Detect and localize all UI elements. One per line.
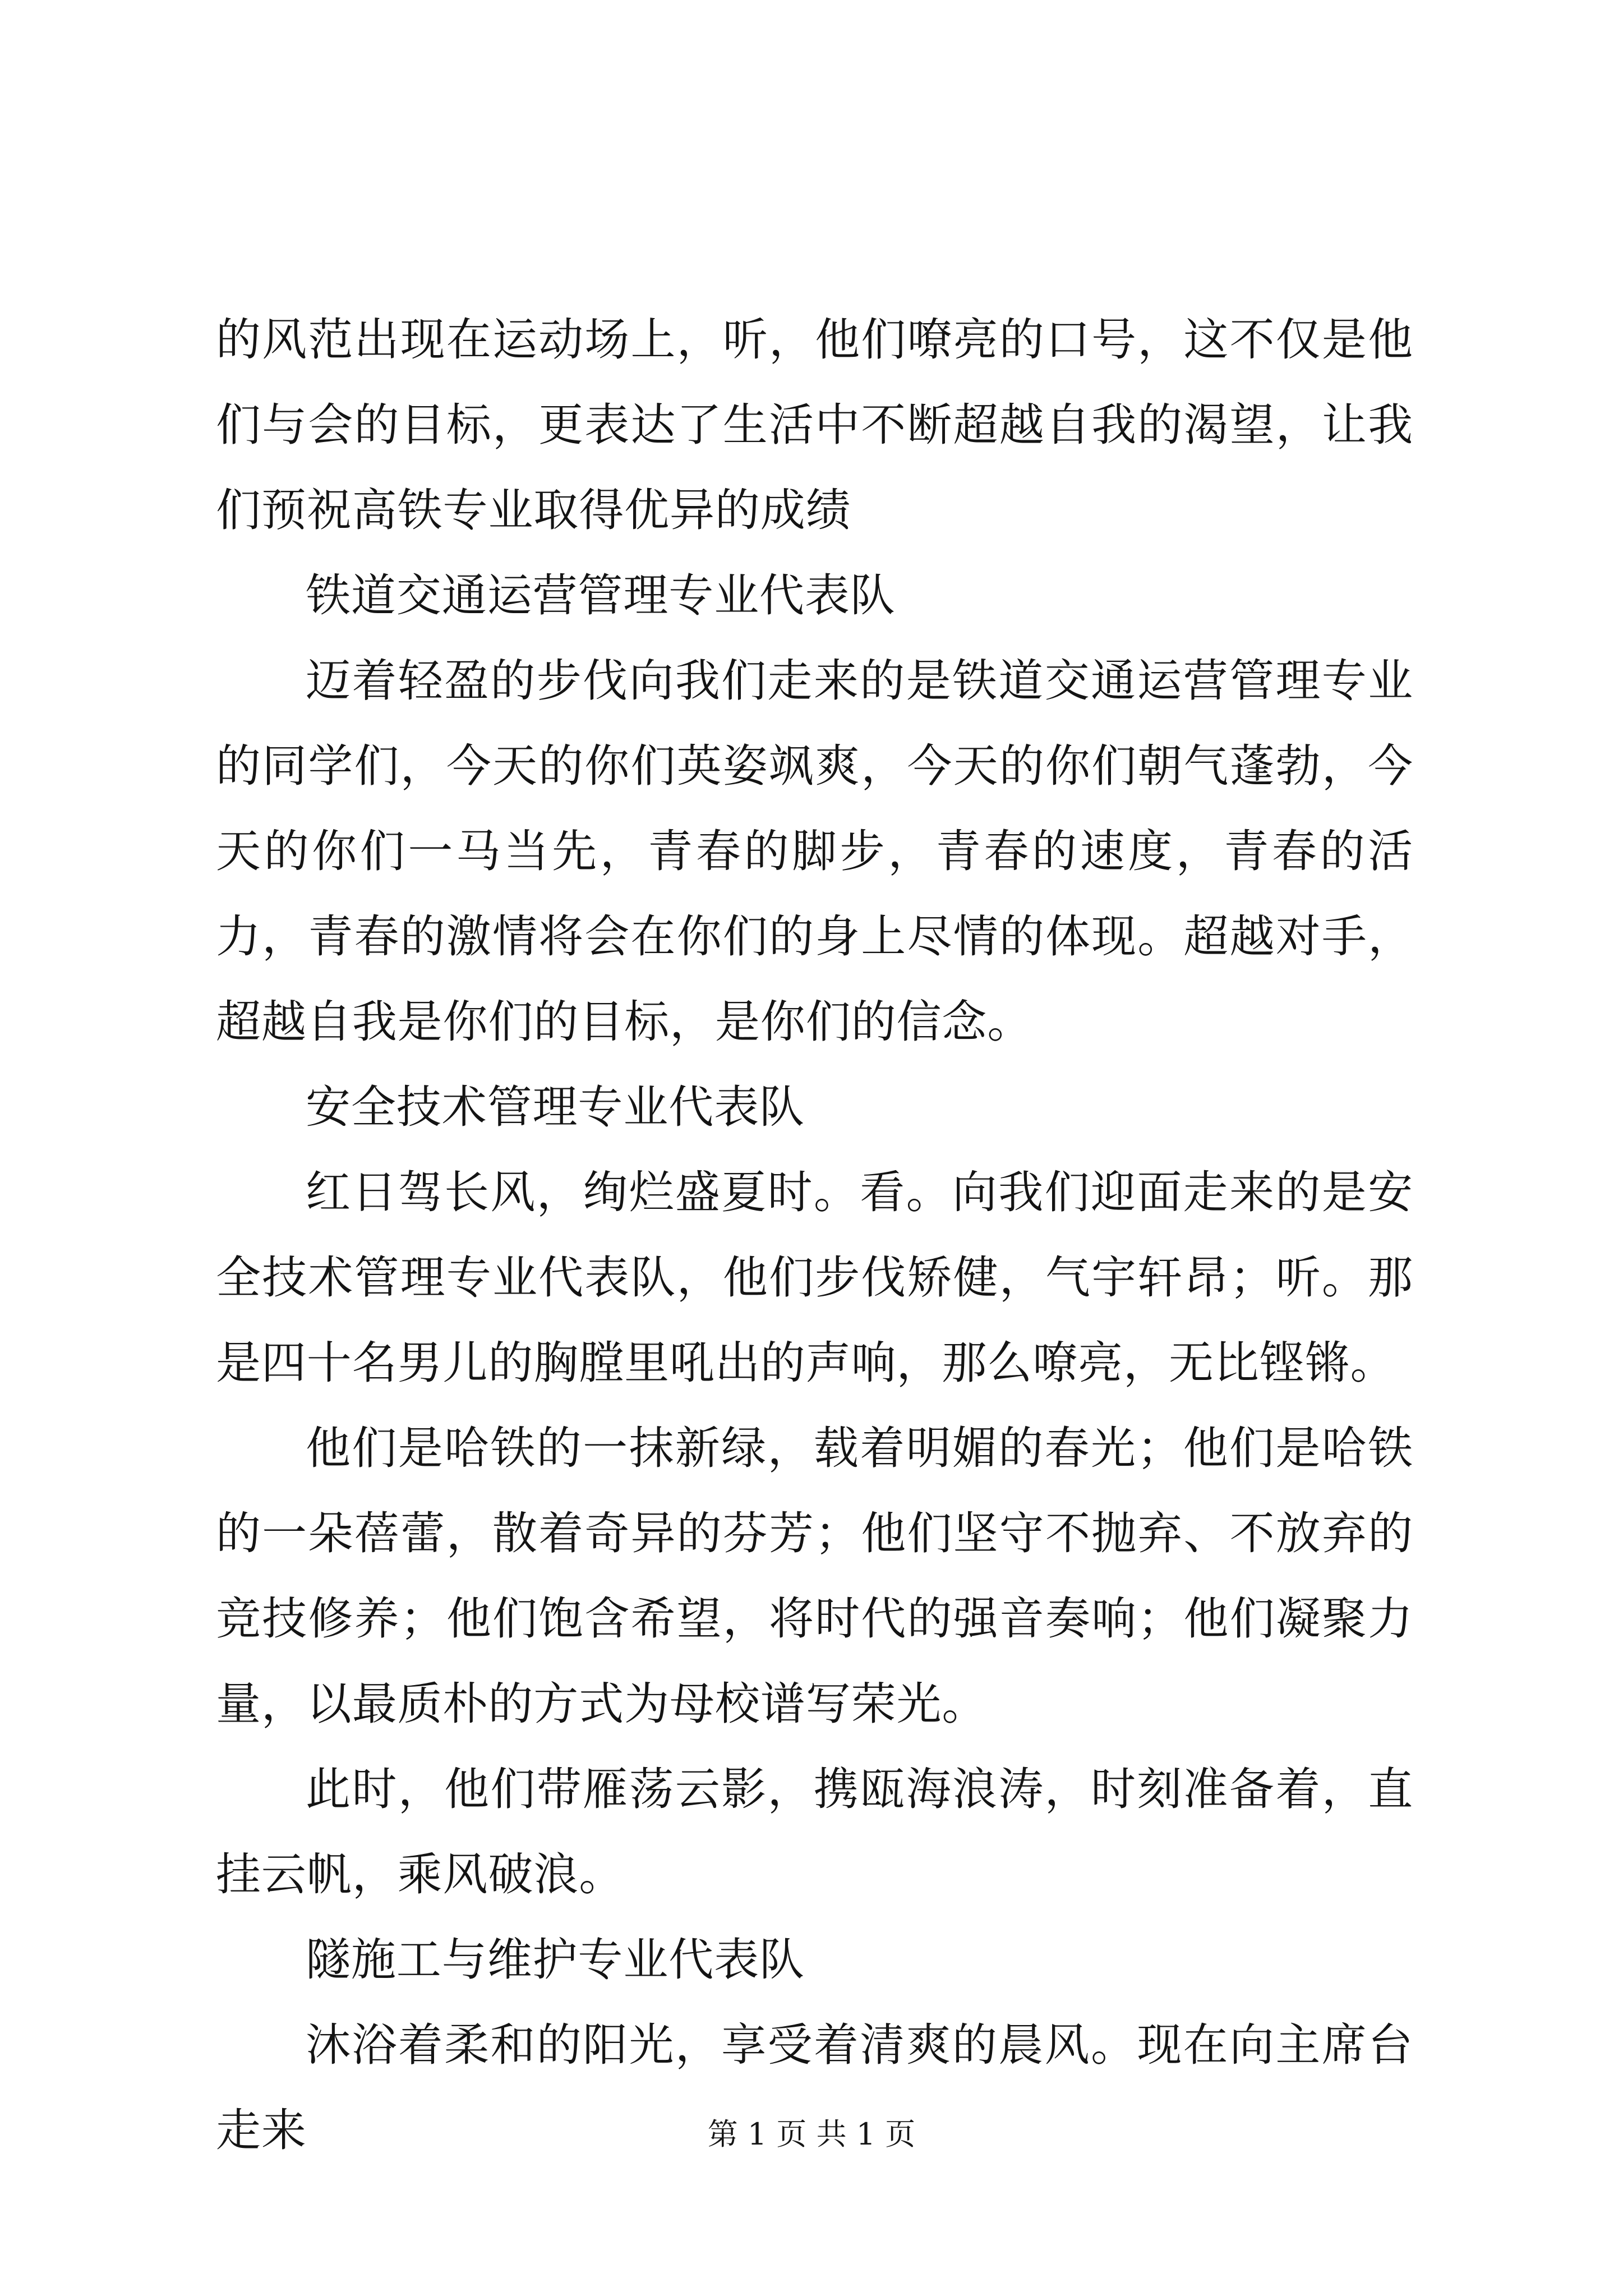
paragraph-safety-management-team-1: 红日驾长风，绚烂盛夏时。看。向我们迎面走来的是安全技术管理专业代表队，他们步伐矫健，气宇轩昂；听。那是四十名男儿的胸膛里吼出的声响，那么嘹亮，无比铿锵。 (216, 1166, 1413, 1389)
body-text (216, 297, 1413, 2173)
paragraph-safety-management-team-3: 此时，他们带雁荡云影，携瓯海浪涛，时刻准备着，直挂云帆，乘风破浪。 (216, 1763, 1413, 1901)
heading-tunnel-construction-team: 隧施工与维护专业代表队 (306, 1934, 805, 1986)
heading-safety-management-team: 安全技术管理专业代表队 (306, 1081, 805, 1133)
paragraph-tunnel-construction-team: 沐浴着柔和的阳光，享受着清爽的晨风。现在向主席台走来 (216, 2019, 1413, 2156)
heading-railway-operation-team: 铁道交通运营管理专业代表队 (306, 569, 896, 622)
paragraph-continuation: 的风范出现在运动场上，听，他们嘹亮的口号，这不仅是他们与会的目标，更表达了生活中不断超越自我的渴望，让我们预祝高铁专业取得优异的成绩 (216, 314, 1413, 536)
page-footer: 第 1 页 共 1 页 (707, 2116, 916, 2152)
paragraph-railway-operation-team: 迈着轻盈的步伐向我们走来的是铁道交通运营管理专业的同学们，今天的你们英姿飒爽，今天的你们朝气蓬勃，今天的你们一马当先，青春的脚步，青春的速度，青春的活力，青春的激情将会在你们的身上尽情的体现。超越对手，超越自我是你们的目标，是你们的信念。 (216, 655, 1413, 1048)
paragraph-safety-management-team-2: 他们是哈铁的一抹新绿，载着明媚的春光；他们是哈铁的一朵蓓蕾，散着奇异的芬芳；他们坚守不抛弃、不放弃的竞技修养；他们饱含希望，将时代的强音奏响；他们凝聚力量，以最质朴的方式为母校谱写荣光。 (216, 1422, 1413, 1730)
